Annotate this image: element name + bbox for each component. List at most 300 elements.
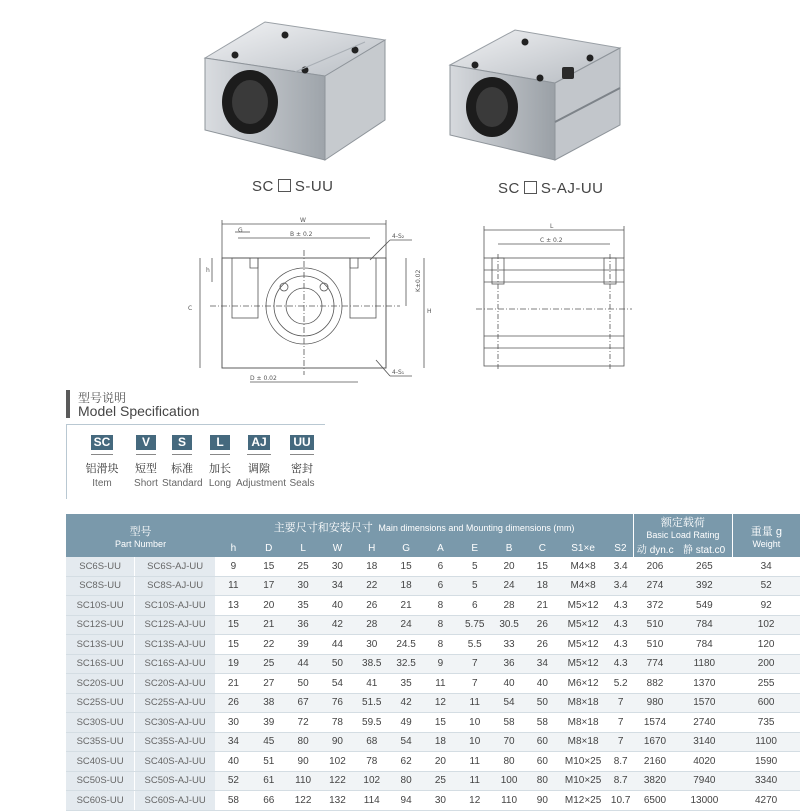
value-cell: 38.5 (355, 654, 389, 674)
value-cell: M6×12 (558, 674, 607, 694)
value-cell: 3340 (732, 771, 800, 791)
value-cell: 110 (492, 791, 526, 811)
column-header: H (355, 540, 389, 557)
code-zh: 铝滑块 (85, 463, 119, 475)
part-number-cell: SC10S-UU (66, 596, 135, 616)
value-cell: 19 (215, 654, 251, 674)
value-cell: 1670 (634, 732, 677, 752)
value-cell: 70 (492, 732, 526, 752)
value-cell: 12 (423, 693, 457, 713)
value-cell: 7 (458, 654, 492, 674)
value-cell: 51 (252, 752, 286, 772)
dim-k-label: K±0.02 (415, 269, 422, 292)
value-cell: M12×25 (558, 791, 607, 811)
value-cell: 50 (286, 674, 320, 694)
table-row (66, 654, 800, 674)
value-cell: 7 (608, 713, 634, 733)
value-cell: 24.5 (389, 635, 423, 655)
value-cell: 25 (286, 557, 320, 576)
value-cell: 92 (732, 596, 800, 616)
part-number-cell: SC8S-UU (66, 576, 135, 596)
value-cell: 60 (526, 732, 558, 752)
value-cell: 1590 (732, 752, 800, 772)
code-en: Seals (289, 478, 315, 489)
main-dimensions-header (215, 514, 633, 540)
value-cell: M8×18 (558, 713, 607, 733)
code-badge: UU (290, 435, 313, 450)
dim-g-label: G (238, 227, 243, 234)
value-cell: 1180 (676, 654, 732, 674)
value-cell: 90 (320, 732, 354, 752)
value-cell: 36 (286, 615, 320, 635)
value-cell: 59.5 (355, 713, 389, 733)
column-header: E (458, 540, 492, 557)
value-cell: 122 (320, 771, 354, 791)
code-badge: S (172, 435, 192, 450)
part-number-cell: SC40S-UU (66, 752, 135, 772)
part-number-cell: SC25S-AJ-UU (135, 693, 215, 713)
model-spec-title-zh: 型号说明 (78, 391, 127, 405)
value-cell: 54 (389, 732, 423, 752)
value-cell: 40 (492, 674, 526, 694)
value-cell: 80 (286, 732, 320, 752)
code-badge: V (136, 435, 156, 450)
value-cell: 5.2 (608, 674, 634, 694)
label-suffix: S-UU (294, 178, 334, 195)
value-cell: 25 (423, 771, 457, 791)
value-cell: 784 (676, 635, 732, 655)
code-item (162, 433, 202, 489)
value-cell: 1570 (676, 693, 732, 713)
value-cell: 774 (634, 654, 677, 674)
code-item (284, 433, 320, 489)
value-cell: 15 (215, 635, 251, 655)
part-number-cell: SC35S-UU (66, 732, 135, 752)
value-cell: 274 (634, 576, 677, 596)
value-cell: 5.75 (458, 615, 492, 635)
column-header: S1×e (558, 540, 607, 557)
value-cell: 255 (732, 674, 800, 694)
value-cell: 10 (458, 732, 492, 752)
value-cell: 4.3 (608, 654, 634, 674)
part-header-en: Part Number (115, 538, 167, 549)
weight-header (732, 514, 800, 557)
value-cell: M4×8 (558, 576, 607, 596)
value-cell: 80 (526, 771, 558, 791)
part-number-cell: SC30S-AJ-UU (135, 713, 215, 733)
part-number-header (66, 514, 215, 557)
code-en: Item (92, 478, 112, 489)
table-row (66, 791, 800, 811)
value-cell: 72 (286, 713, 320, 733)
value-cell: 372 (634, 596, 677, 616)
code-zh: 加长 (209, 463, 231, 475)
value-cell: 3820 (634, 771, 677, 791)
part-number-cell: SC60S-AJ-UU (135, 791, 215, 811)
value-cell: 3.4 (608, 576, 634, 596)
part-number-cell: SC20S-UU (66, 674, 135, 694)
value-cell: 882 (634, 674, 677, 694)
load-header-en: Basic Load Rating (646, 530, 720, 540)
value-cell: 4.3 (608, 596, 634, 616)
dim-s1-label: 4-S₁ (392, 369, 405, 376)
value-cell: 34 (320, 576, 354, 596)
value-cell: 7 (608, 693, 634, 713)
value-cell: 510 (634, 635, 677, 655)
product-label-1 (252, 178, 334, 195)
value-cell: 39 (286, 635, 320, 655)
load-col-zh: 动 (636, 545, 647, 556)
value-cell: 5 (458, 557, 492, 576)
label-prefix: SC (252, 178, 274, 195)
value-cell: 24 (492, 576, 526, 596)
column-header: W (320, 540, 354, 557)
code-en: Short (134, 478, 158, 489)
value-cell: 6 (458, 596, 492, 616)
table-body (66, 557, 800, 810)
value-cell: 66 (252, 791, 286, 811)
dim-d-label: D ± 0.02 (250, 375, 277, 382)
value-cell: 30 (320, 557, 354, 576)
value-cell: 30 (286, 576, 320, 596)
value-cell: 58 (526, 713, 558, 733)
value-cell: 206 (634, 557, 677, 576)
value-cell: 8.7 (608, 752, 634, 772)
value-cell: M5×12 (558, 615, 607, 635)
value-cell: 20 (492, 557, 526, 576)
code-item (236, 433, 287, 489)
value-cell: 9 (423, 654, 457, 674)
code-item (128, 433, 164, 489)
load-col-en: dyn.c (649, 545, 674, 556)
dim-c-label: C ± 0.2 (540, 237, 563, 244)
value-cell: 30 (355, 635, 389, 655)
table-row (66, 771, 800, 791)
column-header: C (526, 540, 558, 557)
value-cell: 42 (320, 615, 354, 635)
weight-header-en: Weight (752, 538, 781, 549)
value-cell: 11 (458, 771, 492, 791)
value-cell: 20 (423, 752, 457, 772)
part-number-cell: SC16S-UU (66, 654, 135, 674)
value-cell: 21 (389, 596, 423, 616)
placeholder-square-icon (278, 179, 291, 192)
table-row (66, 713, 800, 733)
value-cell: 3140 (676, 732, 732, 752)
value-cell: 49 (389, 713, 423, 733)
value-cell: 78 (355, 752, 389, 772)
column-header: B (492, 540, 526, 557)
value-cell: 2740 (676, 713, 732, 733)
value-cell: 18 (389, 576, 423, 596)
value-cell: 44 (320, 635, 354, 655)
value-cell: 11 (458, 693, 492, 713)
value-cell: 1370 (676, 674, 732, 694)
value-cell: 58 (215, 791, 251, 811)
load-column-header (634, 540, 677, 557)
table-row (66, 596, 800, 616)
value-cell: 122 (286, 791, 320, 811)
value-cell: 8 (423, 635, 457, 655)
part-number-cell: SC13S-AJ-UU (135, 635, 215, 655)
front-view-drawing (180, 210, 450, 390)
value-cell: 50 (526, 693, 558, 713)
value-cell: 13 (215, 596, 251, 616)
table-row (66, 693, 800, 713)
value-cell: 120 (732, 635, 800, 655)
value-cell: 11 (423, 674, 457, 694)
value-cell: 58 (492, 713, 526, 733)
value-cell: 3.4 (608, 557, 634, 576)
value-cell: 15 (215, 615, 251, 635)
part-number-cell: SC30S-UU (66, 713, 135, 733)
value-cell: M4×8 (558, 557, 607, 576)
value-cell: 4270 (732, 791, 800, 811)
value-cell: 6 (423, 557, 457, 576)
value-cell: M8×18 (558, 732, 607, 752)
value-cell: 7 (458, 674, 492, 694)
product-image-sc-s-uu (195, 10, 395, 170)
part-number-cell: SC13S-UU (66, 635, 135, 655)
value-cell: 67 (286, 693, 320, 713)
value-cell: 61 (252, 771, 286, 791)
value-cell: 5 (458, 576, 492, 596)
part-number-cell: SC35S-AJ-UU (135, 732, 215, 752)
code-en: Long (208, 478, 232, 489)
table-row (66, 557, 800, 576)
table-row (66, 635, 800, 655)
value-cell: 40 (526, 674, 558, 694)
value-cell: 80 (492, 752, 526, 772)
code-zh: 密封 (291, 463, 313, 475)
value-cell: 34 (526, 654, 558, 674)
column-header: L (286, 540, 320, 557)
value-cell: 30 (423, 791, 457, 811)
value-cell: 2160 (634, 752, 677, 772)
part-header-zh: 型号 (129, 525, 152, 538)
value-cell: 22 (355, 576, 389, 596)
part-number-cell: SC8S-AJ-UU (135, 576, 215, 596)
value-cell: 7940 (676, 771, 732, 791)
value-cell: 11 (215, 576, 251, 596)
part-number-cell: SC16S-AJ-UU (135, 654, 215, 674)
value-cell: 392 (676, 576, 732, 596)
value-cell: 76 (320, 693, 354, 713)
column-header: S2 (608, 540, 634, 557)
value-cell: 34 (215, 732, 251, 752)
value-cell: 18 (423, 732, 457, 752)
value-cell: 15 (252, 557, 286, 576)
value-cell: 94 (389, 791, 423, 811)
value-cell: 26 (526, 615, 558, 635)
value-cell: 54 (492, 693, 526, 713)
main-header-en: Main dimensions and Mounting dimensions (mm) (378, 523, 575, 533)
dimension-table (66, 514, 800, 811)
value-cell: 24 (389, 615, 423, 635)
value-cell: M10×25 (558, 752, 607, 772)
table-row (66, 732, 800, 752)
value-cell: 51.5 (355, 693, 389, 713)
value-cell: 21 (215, 674, 251, 694)
table-row (66, 752, 800, 772)
model-spec-title-en: Model Specification (78, 403, 200, 419)
svg-text:C: C (188, 305, 193, 312)
value-cell: 1574 (634, 713, 677, 733)
value-cell: 6500 (634, 791, 677, 811)
dim-w-label: W (300, 217, 306, 224)
value-cell: 8 (423, 596, 457, 616)
value-cell: 90 (526, 791, 558, 811)
dim-l-label: L (550, 223, 554, 230)
value-cell: 1100 (732, 732, 800, 752)
value-cell: 549 (676, 596, 732, 616)
value-cell: 4.3 (608, 615, 634, 635)
code-badge: L (210, 435, 230, 450)
value-cell: 980 (634, 693, 677, 713)
value-cell: M8×18 (558, 693, 607, 713)
dim-h-label: h (206, 267, 210, 274)
value-cell: 30 (215, 713, 251, 733)
value-cell: 4.3 (608, 635, 634, 655)
value-cell: 17 (252, 576, 286, 596)
value-cell: 54 (320, 674, 354, 694)
value-cell: 80 (389, 771, 423, 791)
value-cell: 39 (252, 713, 286, 733)
load-header-zh: 额定载荷 (660, 517, 705, 529)
product-image-sc-s-aj-uu (440, 10, 640, 170)
part-number-cell: SC40S-AJ-UU (135, 752, 215, 772)
column-header: A (423, 540, 457, 557)
value-cell: M5×12 (558, 596, 607, 616)
value-cell: 7 (608, 732, 634, 752)
value-cell: 28 (492, 596, 526, 616)
value-cell: 8 (423, 615, 457, 635)
value-cell: M10×25 (558, 771, 607, 791)
part-number-cell: SC50S-AJ-UU (135, 771, 215, 791)
value-cell: 110 (286, 771, 320, 791)
value-cell: 22 (252, 635, 286, 655)
value-cell: 18 (526, 576, 558, 596)
value-cell: 34 (732, 557, 800, 576)
product-label-2 (498, 180, 604, 197)
code-zh: 短型 (135, 463, 157, 475)
part-number-cell: SC12S-UU (66, 615, 135, 635)
part-number-cell: SC25S-UU (66, 693, 135, 713)
code-badge: AJ (248, 435, 269, 450)
value-cell: 27 (252, 674, 286, 694)
load-col-en: stat.c0 (695, 545, 726, 556)
code-item (82, 433, 122, 489)
code-zh: 调隙 (248, 463, 270, 475)
value-cell: 62 (389, 752, 423, 772)
column-header: G (389, 540, 423, 557)
value-cell: 5.5 (458, 635, 492, 655)
value-cell: 18 (355, 557, 389, 576)
part-number-cell: SC50S-UU (66, 771, 135, 791)
value-cell: 13000 (676, 791, 732, 811)
value-cell: 28 (355, 615, 389, 635)
value-cell: 40 (320, 596, 354, 616)
placeholder-square-icon (524, 181, 537, 194)
value-cell: 102 (320, 752, 354, 772)
part-number-cell: SC12S-AJ-UU (135, 615, 215, 635)
label-prefix: SC (498, 180, 520, 197)
value-cell: 11 (458, 752, 492, 772)
value-cell: 4020 (676, 752, 732, 772)
main-header-zh: 主要尺寸和安装尺寸 (273, 522, 373, 534)
part-number-cell: SC6S-UU (66, 557, 135, 576)
side-view-drawing (470, 218, 640, 378)
value-cell: 90 (286, 752, 320, 772)
value-cell: 15 (423, 713, 457, 733)
value-cell: 45 (252, 732, 286, 752)
value-cell: 10 (458, 713, 492, 733)
value-cell: 15 (526, 557, 558, 576)
value-cell: 102 (355, 771, 389, 791)
value-cell: 52 (732, 576, 800, 596)
code-item (202, 433, 238, 489)
weight-header-zh: 重量 g (750, 525, 782, 538)
value-cell: 26 (215, 693, 251, 713)
value-cell: 52 (215, 771, 251, 791)
part-number-cell: SC6S-AJ-UU (135, 557, 215, 576)
code-en: Adjustment (236, 478, 287, 489)
value-cell: M5×12 (558, 654, 607, 674)
value-cell: 78 (320, 713, 354, 733)
value-cell: 44 (286, 654, 320, 674)
value-cell: 600 (732, 693, 800, 713)
value-cell: 8.7 (608, 771, 634, 791)
load-rating-header (634, 514, 733, 540)
part-number-cell: SC60S-UU (66, 791, 135, 811)
value-cell: 102 (732, 615, 800, 635)
value-cell: 132 (320, 791, 354, 811)
label-suffix: S-AJ-UU (540, 180, 604, 197)
value-cell: 20 (252, 596, 286, 616)
value-cell: 36 (492, 654, 526, 674)
value-cell: 26 (355, 596, 389, 616)
part-number-cell: SC20S-AJ-UU (135, 674, 215, 694)
value-cell: 42 (389, 693, 423, 713)
value-cell: 735 (732, 713, 800, 733)
value-cell: M5×12 (558, 635, 607, 655)
value-cell: 35 (286, 596, 320, 616)
dim-s2-label: 4-S₂ (392, 233, 405, 240)
value-cell: 60 (526, 752, 558, 772)
value-cell: 21 (526, 596, 558, 616)
load-col-zh: 静 (682, 545, 693, 556)
value-cell: 784 (676, 615, 732, 635)
value-cell: 265 (676, 557, 732, 576)
value-cell: 100 (492, 771, 526, 791)
column-header: h (215, 540, 251, 557)
value-cell: 50 (320, 654, 354, 674)
dim-hh-label: H (427, 308, 432, 315)
code-zh: 标准 (171, 463, 193, 475)
section-marker (66, 390, 70, 418)
column-header: D (252, 540, 286, 557)
table-row (66, 576, 800, 596)
value-cell: 40 (215, 752, 251, 772)
value-cell: 510 (634, 615, 677, 635)
value-cell: 114 (355, 791, 389, 811)
value-cell: 12 (458, 791, 492, 811)
value-cell: 30.5 (492, 615, 526, 635)
value-cell: 33 (492, 635, 526, 655)
value-cell: 10.7 (608, 791, 634, 811)
dim-b-label: B ± 0.2 (290, 231, 313, 238)
value-cell: 38 (252, 693, 286, 713)
